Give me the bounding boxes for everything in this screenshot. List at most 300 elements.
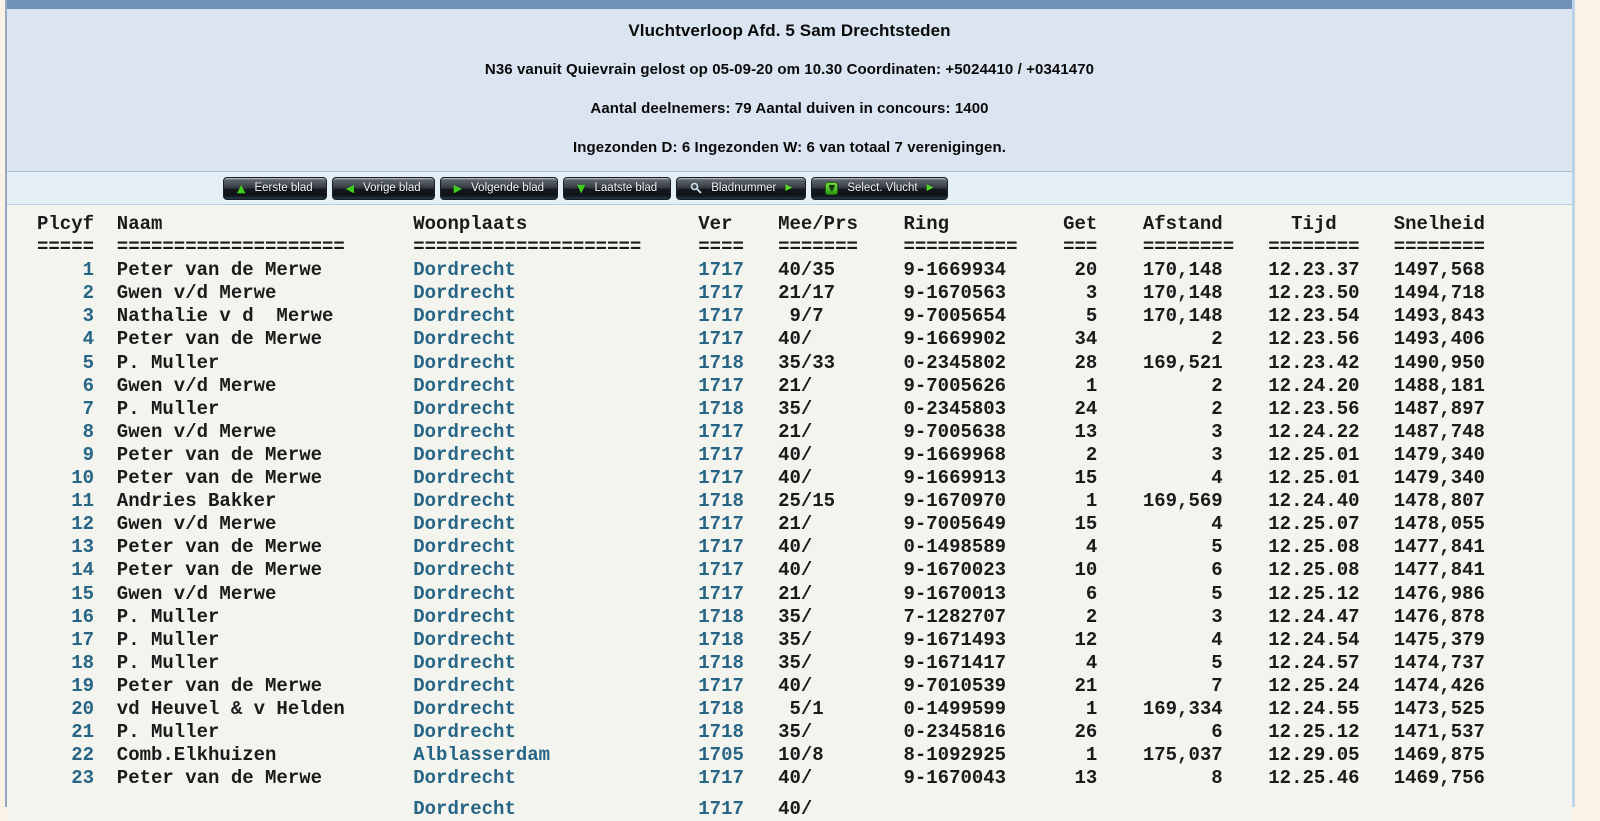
table-row [37,513,1572,536]
cell-ring: 9-7005649 [903,513,1007,536]
cell-plcyf: 5 [82,351,94,374]
cell-mee_prs: 21/ [778,420,813,443]
toolbar-button-bladnummer[interactable] [676,177,806,200]
cell-get: 15 [1074,513,1098,536]
cell-ver: 1718 [698,490,744,513]
arrow-up-icon: ▲ [237,181,246,195]
cell-get: 4 [1085,651,1098,674]
cell-ring: 0-2345802 [903,351,1007,374]
cell-plcyf: 9 [82,443,94,466]
cell-snelheid: 1487,897 [1393,397,1485,420]
col-header-snelheid: Snelheid [1393,213,1485,235]
cell-mee_prs: 40/ [778,798,813,821]
cell-ring: 7-1282707 [903,605,1007,628]
report-submission-info: Ingezonden D: 6 Ingezonden W: 6 van totaal 7 verenigingen. [572,139,1007,156]
cell-ver: 1717 [698,674,744,697]
toolbar-button-volgende-blad[interactable] [440,177,558,200]
cell-afstand: 5 [1211,651,1223,674]
button-label: Eerste blad [254,182,313,194]
cell-afstand: 4 [1211,467,1223,490]
cell-mee_prs: 35/ [778,605,813,628]
cell-mee_prs: 35/ [778,628,813,651]
cell-woonplaats: Dordrecht [413,513,516,536]
cell-woonplaats: Dordrecht [413,420,516,443]
cell-afstand: 4 [1211,628,1223,651]
cell-afstand: 4 [1211,513,1223,536]
col-header-woonplaats: Woonplaats [413,213,528,235]
table-row [37,282,1572,305]
cell-naam: Peter van de Merwe [116,767,323,790]
cell-naam: Nathalie v d Merwe [116,305,334,328]
col-header-afstand: Afstand [1142,213,1223,235]
cell-ring: 0-1498589 [903,536,1007,559]
cell-snelheid: 1471,537 [1393,721,1485,744]
cell-get: 1 [1085,490,1098,513]
col-header-ver: Ver [698,213,733,235]
cell-ver: 1717 [698,467,744,490]
table-row [37,352,1572,375]
cell-tijd: 12.23.50 [1268,282,1360,305]
cell-snelheid: 1477,841 [1393,559,1485,582]
toolbar-button-vorige-blad[interactable] [332,177,435,200]
report-title: Vluchtverloop Afd. 5 Sam Drechtsteden [628,20,951,40]
cell-afstand: 6 [1211,721,1223,744]
cell-woonplaats: Dordrecht [413,305,516,328]
cell-naam: P. Muller [116,397,220,420]
cell-woonplaats: Dordrecht [413,674,516,697]
cell-afstand: 7 [1211,674,1223,697]
cell-get: 34 [1074,328,1098,351]
cell-ver: 1717 [698,305,744,328]
cell-mee_prs: 35/ [778,721,813,744]
cell-snelheid: 1497,568 [1393,259,1485,282]
cell-get: 12 [1074,628,1098,651]
magnifier-icon [690,182,702,194]
col-underline-afstand: ======== [1142,236,1235,259]
cell-plcyf: 4 [82,328,94,351]
cell-snelheid: 1490,950 [1393,351,1485,374]
cell-afstand: 5 [1211,582,1223,605]
cell-naam: Gwen v/d Merwe [116,374,277,397]
cell-woonplaats: Dordrecht [413,490,516,513]
cell-plcyf: 6 [82,374,94,397]
cell-ver: 1717 [698,798,744,821]
cell-naam [117,798,345,821]
top-accent-bar [7,0,1572,9]
cell-get: 2 [1085,443,1098,466]
cell-snelheid [1394,798,1485,821]
cell-tijd: 12.25.12 [1268,721,1360,744]
cell-ring: 9-1671493 [903,628,1007,651]
cell-plcyf: 20 [71,697,94,720]
cell-snelheid: 1479,340 [1393,467,1485,490]
cell-mee_prs: 10/8 [778,744,824,767]
cell-mee_prs: 40/ [778,467,813,490]
cell-ring: 9-1670563 [903,282,1007,305]
cell-woonplaats: Dordrecht [413,767,516,790]
col-underline-woonplaats: ==================== [413,236,642,259]
cell-plcyf: 2 [82,282,94,305]
report-header [7,9,1572,172]
cell-tijd: 12.25.24 [1268,674,1360,697]
cell-naam: Gwen v/d Merwe [116,420,277,443]
cell-tijd: 12.23.54 [1268,305,1360,328]
cell-mee_prs: 40/ [778,536,813,559]
cell-afstand: 5 [1211,536,1223,559]
col-underline-get: === [1063,236,1098,259]
cell-ring: 9-7005626 [903,374,1007,397]
cell-woonplaats: Dordrecht [413,651,516,674]
cell-get: 1 [1085,697,1098,720]
cell-naam: Gwen v/d Merwe [116,513,277,536]
cell-get: 6 [1085,582,1098,605]
report-release-info: N36 vanuit Quievrain gelost op 05-09-20 om 10.30 Coordinaten: +5024410 / +0341470 [484,61,1095,78]
button-label: Volgende blad [471,182,545,194]
cell-snelheid: 1478,055 [1393,513,1485,536]
cell-plcyf: 3 [82,305,94,328]
cell-mee_prs: 35/ [778,651,813,674]
cell-get: 1 [1085,744,1098,767]
cell-ver: 1717 [698,513,744,536]
toolbar-button-laatste-blad[interactable] [563,177,671,200]
cell-naam: P. Muller [116,605,220,628]
cell-plcyf: 11 [71,490,94,513]
cell-plcyf: 22 [71,744,94,767]
cell-get: 5 [1085,305,1098,328]
cell-snelheid: 1469,875 [1393,744,1485,767]
cell-mee_prs: 40/35 [778,259,836,282]
cell-woonplaats: Dordrecht [413,628,516,651]
cell-woonplaats: Dordrecht [413,467,516,490]
cell-tijd [1268,798,1359,821]
cell-tijd: 12.23.37 [1268,259,1360,282]
cell-naam: Peter van de Merwe [116,674,323,697]
cell-ver: 1717 [698,282,744,305]
toolbar-button-eerste-blad[interactable] [223,177,327,200]
cell-plcyf: 18 [71,651,94,674]
cell-plcyf: 21 [71,721,94,744]
cell-mee_prs: 40/ [778,767,813,790]
cell-afstand: 6 [1211,559,1223,582]
table-row [37,606,1572,629]
cell-snelheid: 1476,878 [1393,605,1485,628]
cell-ver: 1705 [698,744,744,767]
cell-woonplaats: Alblasserdam [413,744,551,767]
cell-get: 10 [1074,559,1098,582]
cell-tijd: 12.23.42 [1268,351,1360,374]
cell-afstand: 170,148 [1142,259,1223,282]
cell-naam: Peter van de Merwe [116,536,323,559]
table-row [37,675,1572,698]
cell-tijd: 12.24.57 [1268,651,1360,674]
cell-tijd: 12.23.56 [1268,397,1360,420]
col-header-ring: Ring [903,213,950,235]
cell-ring: 9-1670023 [903,559,1007,582]
cell-snelheid: 1488,181 [1393,374,1485,397]
report-participants-info: Aantal deelnemers: 79 Aantal duiven in concours: 1400 [590,100,989,117]
cell-tijd: 12.25.07 [1268,513,1360,536]
cell-get: 21 [1074,674,1098,697]
cell-mee_prs: 25/15 [778,490,836,513]
cell-woonplaats: Dordrecht [413,328,516,351]
cell-naam: P. Muller [116,651,220,674]
cell-plcyf: 10 [71,467,94,490]
cell-get: 20 [1074,259,1098,282]
cell-tijd: 12.24.55 [1268,697,1360,720]
cell-snelheid: 1473,525 [1393,697,1485,720]
cell-mee_prs: 40/ [778,328,813,351]
cell-afstand: 3 [1211,420,1223,443]
cell-get: 2 [1085,605,1098,628]
cell-tijd: 12.25.08 [1268,536,1360,559]
cell-tijd: 12.29.05 [1268,744,1360,767]
cell-tijd: 12.25.46 [1268,767,1360,790]
table-row [37,629,1572,652]
cell-mee_prs: 35/ [778,397,813,420]
col-header-naam: Naam [116,213,163,235]
cell-woonplaats: Dordrecht [413,397,516,420]
cell-naam: Peter van de Merwe [116,443,323,466]
cell-tijd: 12.24.47 [1268,605,1360,628]
cell-get: 13 [1074,420,1098,443]
cell-naam: P. Muller [116,721,220,744]
cell-plcyf: 12 [71,513,94,536]
cell-woonplaats: Dordrecht [413,536,516,559]
cell-ver: 1718 [698,721,744,744]
cell-ver: 1717 [698,582,744,605]
cell-snelheid: 1476,986 [1393,582,1485,605]
table-row [37,798,1572,821]
cell-tijd: 12.24.54 [1268,628,1360,651]
arrow-left-icon: ◀ [345,181,355,195]
cell-afstand [1143,798,1234,821]
cell-woonplaats: Dordrecht [413,559,516,582]
cell-tijd: 12.25.01 [1268,443,1360,466]
cell-snelheid: 1469,756 [1393,767,1485,790]
cell-mee_prs: 9/7 [778,305,824,328]
cell-afstand: 3 [1211,605,1223,628]
cell-ring: 9-7005654 [903,305,1007,328]
col-underline-mee_prs: ======= [778,236,858,259]
cell-snelheid: 1477,841 [1393,536,1485,559]
table-row [37,583,1572,606]
table-row [37,559,1572,582]
table-row [37,490,1572,513]
cell-mee_prs: 40/ [778,559,813,582]
cell-ring: 9-1669913 [903,467,1007,490]
cell-plcyf: 1 [82,259,94,282]
cell-ring: 9-1669934 [903,259,1007,282]
col-underline-naam: ==================== [116,236,345,259]
cell-plcyf [37,798,94,821]
cell-naam: Peter van de Merwe [116,259,323,282]
button-label: Select. Vlucht [847,182,918,194]
content-panel [5,0,1575,821]
col-underline-plcyf: ===== [37,236,95,259]
cell-ver: 1717 [698,443,744,466]
cell-woonplaats: Dordrecht [413,605,516,628]
cell-mee_prs: 21/ [778,374,813,397]
cell-naam: vd Heuvel & v Helden [116,697,345,720]
cell-ring: 0-1499599 [903,697,1007,720]
cell-tijd: 12.25.12 [1268,582,1360,605]
cell-snelheid: 1475,379 [1393,628,1485,651]
cell-ver: 1717 [698,536,744,559]
cell-woonplaats: Dordrecht [413,721,516,744]
cell-plcyf: 15 [71,582,94,605]
col-underline-ring: ========== [903,236,1018,259]
cell-ver: 1717 [698,374,744,397]
cell-snelheid: 1474,426 [1393,674,1485,697]
cell-naam: Peter van de Merwe [116,328,323,351]
cell-mee_prs: 5/1 [778,697,824,720]
table-separator-row [37,236,1572,259]
cell-tijd: 12.24.20 [1268,374,1360,397]
arrow-small-icon: ▶ [926,182,934,193]
cell-mee_prs: 21/17 [778,282,836,305]
cell-plcyf: 23 [71,767,94,790]
cell-tijd: 12.25.01 [1268,467,1360,490]
cell-snelheid: 1493,843 [1393,305,1485,328]
cell-plcyf: 19 [71,674,94,697]
cell-get: 26 [1074,721,1098,744]
toolbar-button-select-vlucht[interactable] [811,177,947,200]
col-header-plcyf: Plcyf [37,213,95,235]
cell-ver: 1718 [698,605,744,628]
cell-snelheid: 1478,807 [1393,490,1485,513]
arrow-small-icon: ▶ [785,182,793,193]
cell-naam: Peter van de Merwe [116,467,323,490]
col-underline-tijd: ======== [1268,236,1360,259]
cell-snelheid: 1474,737 [1393,651,1485,674]
cell-plcyf: 16 [71,605,94,628]
cell-mee_prs: 21/ [778,513,813,536]
cell-naam: P. Muller [116,351,220,374]
cell-ring: 9-7010539 [903,674,1007,697]
cell-afstand: 2 [1211,397,1223,420]
table-row [37,375,1572,398]
col-underline-ver: ==== [698,236,744,259]
cell-afstand: 3 [1211,443,1223,466]
cell-ver: 1717 [698,559,744,582]
cell-plcyf: 17 [71,628,94,651]
table-row [37,467,1572,490]
cell-get [1063,798,1097,821]
table-header-row [37,213,1572,236]
cell-afstand: 169,521 [1142,351,1223,374]
arrow-right-icon: ▶ [453,181,463,195]
cell-ring: 0-2345803 [903,397,1007,420]
table-row [37,259,1572,282]
cell-ring: 9-1669968 [903,443,1007,466]
cell-afstand: 175,037 [1142,744,1223,767]
cell-plcyf: 14 [71,559,94,582]
cell-naam: Gwen v/d Merwe [116,582,277,605]
cell-mee_prs: 35/33 [778,351,836,374]
cell-woonplaats: Dordrecht [413,697,516,720]
cell-snelheid: 1494,718 [1393,282,1485,305]
cell-mee_prs: 40/ [778,443,813,466]
cell-woonplaats: Dordrecht [413,582,516,605]
cell-snelheid: 1493,406 [1393,328,1485,351]
table-row [37,767,1572,790]
cell-naam: Gwen v/d Merwe [116,282,277,305]
cell-woonplaats: Dordrecht [413,351,516,374]
cell-tijd: 12.24.22 [1268,420,1360,443]
cell-naam: Comb.Elkhuizen [116,744,277,767]
cell-snelheid: 1487,748 [1393,420,1485,443]
cell-woonplaats: Dordrecht [413,374,516,397]
col-header-tijd: Tijd [1291,213,1337,235]
select-sheet-icon: ▼ [825,182,838,195]
cell-ver: 1718 [698,651,744,674]
button-label: Laatste blad [594,182,658,194]
table-row [37,444,1572,467]
cell-afstand: 2 [1211,328,1223,351]
cell-plcyf: 13 [71,536,94,559]
cell-ver: 1717 [698,259,744,282]
cell-get: 28 [1074,351,1098,374]
cell-plcyf: 8 [82,420,94,443]
cell-ring [903,798,1017,821]
table-row [37,698,1572,721]
cell-get: 4 [1085,536,1098,559]
cell-ver: 1718 [698,351,744,374]
table-row [37,398,1572,421]
cell-afstand: 8 [1211,767,1223,790]
cell-get: 3 [1085,282,1098,305]
cell-afstand: 170,148 [1142,282,1223,305]
cell-woonplaats: Dordrecht [413,443,516,466]
cell-get: 24 [1074,397,1098,420]
cell-ring: 9-1671417 [903,651,1007,674]
cell-woonplaats: Dordrecht [413,282,516,305]
cell-ring: 9-1669902 [903,328,1007,351]
cell-tijd: 12.23.56 [1268,328,1360,351]
col-header-get: Get [1063,213,1098,235]
arrow-down-icon: ▼ [577,181,586,195]
cell-tijd: 12.25.08 [1268,559,1360,582]
cell-woonplaats: Dordrecht [413,798,516,821]
col-header-mee_prs: Mee/Prs [778,213,858,235]
col-underline-snelheid: ======== [1393,236,1485,259]
cell-get: 13 [1074,767,1098,790]
pagination-toolbar [7,172,1572,205]
cell-ring: 8-1092925 [903,744,1007,767]
cell-get: 1 [1085,374,1098,397]
cell-ring: 9-1670970 [903,490,1007,513]
cell-naam: P. Muller [116,628,220,651]
cell-ring: 9-1670013 [903,582,1007,605]
table-row [37,421,1572,444]
cell-ring: 0-2345816 [903,721,1007,744]
cell-ver: 1717 [698,328,744,351]
cell-mee_prs: 40/ [778,674,813,697]
cell-get: 15 [1074,467,1098,490]
cell-afstand: 169,334 [1142,697,1223,720]
cell-tijd: 12.24.40 [1268,490,1360,513]
cell-woonplaats: Dordrecht [413,259,516,282]
button-label: Bladnummer [711,182,777,194]
cell-ver: 1717 [698,767,744,790]
cell-naam: Andries Bakker [116,490,277,513]
table-row [37,652,1572,675]
cell-naam: Peter van de Merwe [116,559,323,582]
cell-plcyf: 7 [82,397,94,420]
cell-ver: 1718 [698,397,744,420]
table-row [37,305,1572,328]
cell-afstand: 169,569 [1142,490,1223,513]
